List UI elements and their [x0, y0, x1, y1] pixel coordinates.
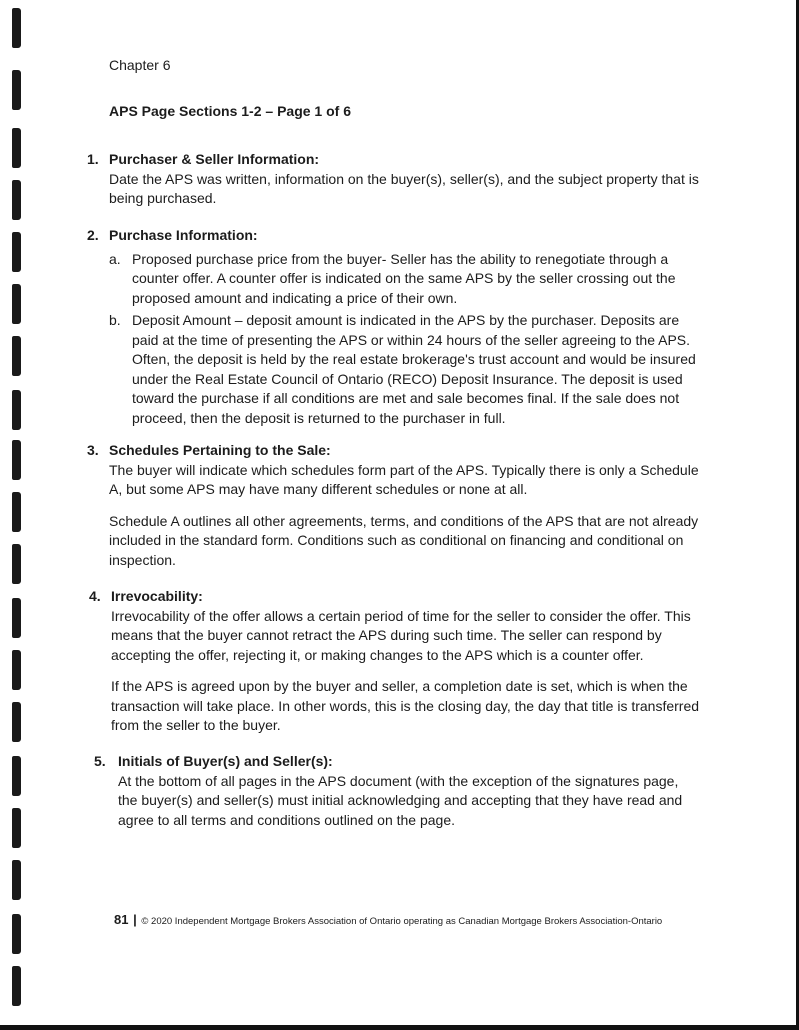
binder-hole	[12, 180, 21, 220]
binder-hole	[12, 544, 21, 584]
binder-hole	[12, 8, 21, 48]
item-purchase-information	[87, 226, 699, 431]
binder-hole	[12, 390, 21, 430]
item-heading: Purchase Information:	[109, 227, 258, 243]
binder-hole	[12, 702, 21, 742]
binder-hole	[12, 284, 21, 324]
item-schedules	[87, 441, 699, 570]
binder-hole	[12, 440, 21, 480]
subitem-letter: b.	[109, 312, 121, 328]
item-heading: Schedules Pertaining to the Sale:	[109, 442, 331, 458]
subitem-text: Deposit Amount – deposit amount is indicated in the APS by the purchaser. Deposits are paid at the time of presenting the APS or within 24 hours of the seller agreeing to the APS. Often, the deposit is held by the real estate brokerage's trust account and would be insured under the Real Estate Council of Ontario (RECO) Deposit Insurance. The deposit is used toward the purchase if all conditions are met and sale becomes final. If the sale does not proceed, then the deposit is returned to the purchaser in full.	[132, 312, 696, 426]
binder-hole	[12, 914, 21, 954]
item-paragraph: The buyer will indicate which schedules form part of the APS. Typically there is only a Schedule A, but some APS may have many different schedules or none at all.	[109, 461, 699, 497]
item-number: 5.	[94, 753, 106, 769]
item-heading: Irrevocability:	[111, 588, 203, 604]
item-purchaser-seller-info	[87, 150, 699, 209]
binder-hole	[12, 860, 21, 900]
binder-holes	[0, 0, 30, 1030]
binder-hole	[12, 598, 21, 638]
item-number: 1.	[87, 151, 99, 167]
item-paragraph: If the APS is agreed upon by the buyer and seller, a completion date is set, which is when the transaction will take place. In other words, this is the closing day, the day that title is transferred from the seller to the buyer.	[111, 678, 700, 733]
item-heading: Initials of Buyer(s) and Seller(s):	[118, 753, 333, 769]
item-number: 3.	[87, 442, 99, 458]
subitem-letter: a.	[109, 250, 121, 267]
subitem-text: Proposed purchase price from the buyer- Seller has the ability to renegotiate through a counter offer. A counter offer is indicated on the same APS by the seller crossing out the proposed amount and indicating a price of their own.	[132, 250, 676, 306]
item-paragraph: At the bottom of all pages in the APS document (with the exception of the signatures page, the buyer(s) and seller(s) must initial acknowledging and accepting that they have read and agree to all terms and conditions outlined on the page.	[118, 772, 683, 828]
item-number: 4.	[89, 588, 101, 604]
item-paragraph: Schedule A outlines all other agreements, terms, and conditions of the APS that are not already included in the standard form. Conditions such as conditional on financing and conditional on inspection.	[109, 512, 699, 568]
binder-hole	[12, 128, 21, 168]
section-title: APS Page Sections 1-2 – Page 1 of 6	[109, 103, 351, 119]
item-number: 2.	[87, 227, 99, 243]
page-number: 81	[114, 912, 129, 927]
subitem-purchase-price	[109, 250, 699, 309]
item-irrevocability	[89, 587, 701, 736]
binder-hole	[12, 492, 21, 532]
subitem-deposit-amount	[109, 311, 699, 428]
item-initials	[94, 752, 700, 830]
item-paragraph: Date the APS was written, information on the buyer(s), seller(s), and the subject property that is being purchased.	[109, 170, 699, 206]
binder-hole	[12, 966, 21, 1006]
binder-hole	[12, 232, 21, 272]
binder-hole	[12, 808, 21, 848]
binder-hole	[12, 336, 21, 376]
binder-hole	[12, 650, 21, 690]
item-paragraph: Irrevocability of the offer allows a certain period of time for the seller to consider the offer. This means that the buyer cannot retract the APS during such time. The seller can respond by accepting the offer, rejecting it, or making changes to the APS which is a counter offer.	[111, 607, 691, 663]
page-footer	[114, 912, 662, 927]
footer-separator: |	[133, 912, 137, 927]
binder-hole	[12, 756, 21, 796]
chapter-label: Chapter 6	[109, 57, 171, 73]
binder-hole	[12, 70, 21, 110]
footer-copyright: © 2020 Independent Mortgage Brokers Association of Ontario operating as Canadian Mortgage Brokers Association-Ontario	[141, 916, 663, 927]
item-heading: Purchaser & Seller Information:	[109, 151, 320, 167]
page-edge-bottom	[0, 1025, 799, 1030]
